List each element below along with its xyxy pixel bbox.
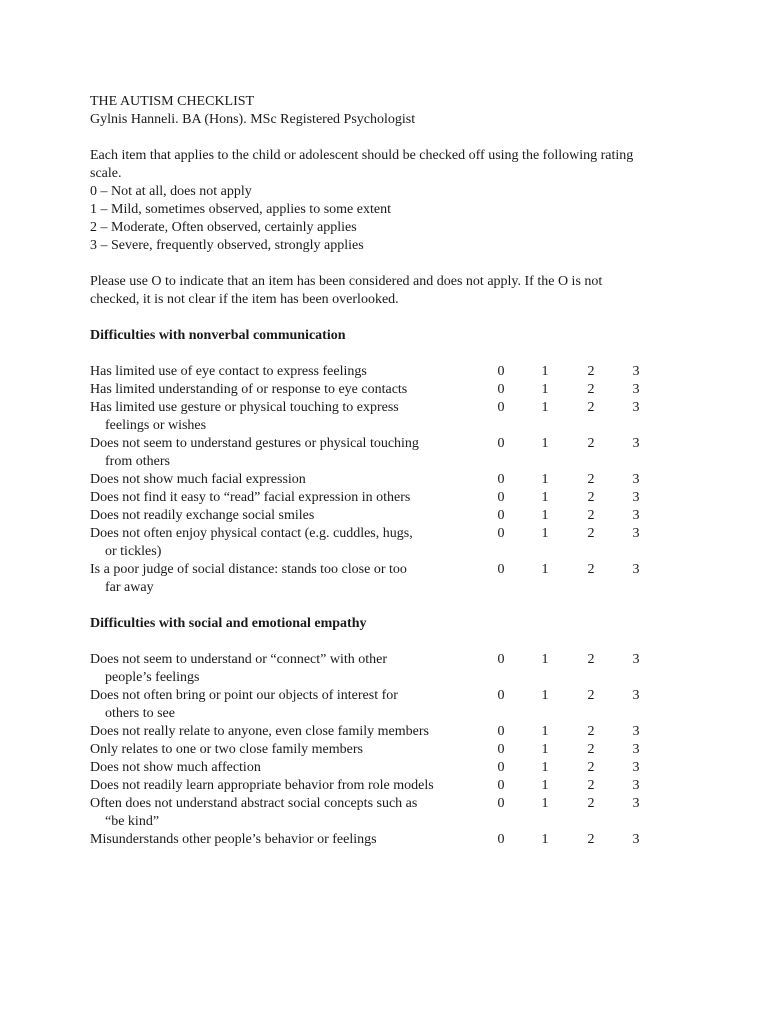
rating-option-3[interactable]: 3 (632, 724, 640, 739)
rating-option-2[interactable]: 2 (587, 472, 595, 487)
rating-option-2[interactable]: 2 (587, 400, 595, 415)
checklist-item (90, 795, 650, 831)
rating-option-0[interactable]: 0 (497, 760, 505, 775)
item-text: Does not readily learn appropriate behavior from role models (90, 778, 434, 793)
rating-option-3[interactable]: 3 (632, 436, 640, 451)
spacer (90, 255, 690, 273)
rating-option-0[interactable]: 0 (497, 796, 505, 811)
note-line-2: checked, it is not clear if the item has been overlooked. (90, 292, 399, 307)
checklist-item (90, 363, 650, 381)
rating-option-0[interactable]: 0 (497, 778, 505, 793)
rating-option-1[interactable]: 1 (541, 796, 549, 811)
item-text: Has limited understanding of or response to eye contacts (90, 382, 408, 397)
scale-option-1: 1 – Mild, sometimes observed, applies to some extent (90, 202, 391, 217)
checklist-item (90, 777, 650, 795)
checklist-item (90, 489, 650, 507)
checklist-item (90, 471, 650, 489)
spacer (90, 633, 690, 651)
intro-line-1: Each item that applies to the child or adolescent should be checked off using the following rating (90, 148, 634, 163)
rating-option-1[interactable]: 1 (541, 508, 549, 523)
rating-option-2[interactable]: 2 (587, 742, 595, 757)
item-text: Does not seem to understand or “connect” with other (90, 652, 388, 667)
item-text: Does not really relate to anyone, even close family members (90, 724, 429, 739)
rating-option-2[interactable]: 2 (587, 526, 595, 541)
item-text-continuation: people’s feelings (105, 670, 200, 685)
rating-option-1[interactable]: 1 (541, 742, 549, 757)
item-text: Only relates to one or two close family members (90, 742, 363, 757)
checklist-item (90, 687, 650, 723)
item-text: Does not show much affection (90, 760, 261, 775)
rating-option-0[interactable]: 0 (497, 472, 505, 487)
rating-option-1[interactable]: 1 (541, 400, 549, 415)
rating-option-3[interactable]: 3 (632, 742, 640, 757)
rating-option-0[interactable]: 0 (497, 490, 505, 505)
rating-option-1[interactable]: 1 (541, 760, 549, 775)
rating-option-3[interactable]: 3 (632, 472, 640, 487)
rating-option-0[interactable]: 0 (497, 724, 505, 739)
item-text: Is a poor judge of social distance: stands too close or too (90, 562, 407, 577)
spacer (90, 345, 690, 363)
rating-option-0[interactable]: 0 (497, 562, 505, 577)
checklist-item (90, 435, 650, 471)
rating-option-3[interactable]: 3 (632, 562, 640, 577)
item-text-continuation: feelings or wishes (105, 418, 207, 433)
rating-option-3[interactable]: 3 (632, 796, 640, 811)
scale-option-3: 3 – Severe, frequently observed, strongly applies (90, 238, 364, 253)
rating-option-1[interactable]: 1 (541, 724, 549, 739)
rating-option-3[interactable]: 3 (632, 652, 640, 667)
rating-option-2[interactable]: 2 (587, 652, 595, 667)
rating-option-0[interactable]: 0 (497, 832, 505, 847)
item-text-continuation: others to see (105, 706, 175, 721)
checklist-item (90, 381, 650, 399)
rating-option-3[interactable]: 3 (632, 688, 640, 703)
rating-option-0[interactable]: 0 (497, 742, 505, 757)
rating-option-0[interactable]: 0 (497, 436, 505, 451)
rating-option-2[interactable]: 2 (587, 724, 595, 739)
rating-option-1[interactable]: 1 (541, 436, 549, 451)
item-text: Misunderstands other people’s behavior or feelings (90, 832, 377, 847)
checklist-sections (90, 327, 690, 849)
checklist-item (90, 525, 650, 561)
rating-option-2[interactable]: 2 (587, 490, 595, 505)
rating-option-2[interactable]: 2 (587, 778, 595, 793)
rating-option-2[interactable]: 2 (587, 364, 595, 379)
rating-option-0[interactable]: 0 (497, 652, 505, 667)
rating-option-0[interactable]: 0 (497, 400, 505, 415)
rating-option-3[interactable]: 3 (632, 364, 640, 379)
item-text: Does not often bring or point our objects of interest for (90, 688, 398, 703)
rating-option-3[interactable]: 3 (632, 382, 640, 397)
item-text-continuation: or tickles) (105, 544, 162, 559)
item-text-continuation: “be kind” (105, 814, 160, 829)
rating-option-1[interactable]: 1 (541, 490, 549, 505)
checklist-item (90, 831, 650, 849)
item-text-continuation: from others (105, 454, 170, 469)
rating-option-3[interactable]: 3 (632, 778, 640, 793)
item-text: Has limited use of eye contact to express feelings (90, 364, 367, 379)
rating-option-1[interactable]: 1 (541, 526, 549, 541)
checklist-item (90, 723, 650, 741)
rating-option-3[interactable]: 3 (632, 526, 640, 541)
rating-option-2[interactable]: 2 (587, 382, 595, 397)
rating-option-1[interactable]: 1 (541, 562, 549, 577)
rating-option-1[interactable]: 1 (541, 472, 549, 487)
item-text: Does not show much facial expression (90, 472, 306, 487)
checklist-item (90, 561, 650, 597)
rating-option-1[interactable]: 1 (541, 688, 549, 703)
rating-option-2[interactable]: 2 (587, 562, 595, 577)
rating-option-0[interactable]: 0 (497, 382, 505, 397)
rating-option-1[interactable]: 1 (541, 382, 549, 397)
checklist-item (90, 507, 650, 525)
spacer (90, 309, 690, 327)
rating-option-2[interactable]: 2 (587, 508, 595, 523)
item-text: Does not readily exchange social smiles (90, 508, 315, 523)
rating-option-2[interactable]: 2 (587, 760, 595, 775)
rating-option-2[interactable]: 2 (587, 832, 595, 847)
section-heading: Difficulties with social and emotional empathy (90, 616, 367, 631)
item-text: Does not find it easy to “read” facial expression in others (90, 490, 411, 505)
author-line: Gylnis Hanneli. BA (Hons). MSc Registered Psychologist (90, 112, 416, 127)
checklist-item (90, 651, 650, 687)
checklist-item (90, 741, 650, 759)
rating-option-3[interactable]: 3 (632, 508, 640, 523)
checklist-item (90, 399, 650, 435)
rating-option-0[interactable]: 0 (497, 364, 505, 379)
section-heading: Difficulties with nonverbal communication (90, 328, 346, 343)
rating-option-1[interactable]: 1 (541, 652, 549, 667)
document-title: THE AUTISM CHECKLIST (90, 94, 255, 109)
rating-option-1[interactable]: 1 (541, 832, 549, 847)
rating-option-2[interactable]: 2 (587, 436, 595, 451)
rating-option-0[interactable]: 0 (497, 688, 505, 703)
checklist-page (90, 93, 690, 849)
item-text: Does not seem to understand gestures or physical touching (90, 436, 419, 451)
rating-option-0[interactable]: 0 (497, 526, 505, 541)
checklist-item (90, 759, 650, 777)
item-text-continuation: far away (105, 580, 154, 595)
item-text: Does not often enjoy physical contact (e.g. cuddles, hugs, (90, 526, 413, 541)
item-text: Often does not understand abstract social concepts such as (90, 796, 418, 811)
spacer (90, 597, 690, 615)
intro-line-2: scale. (90, 166, 122, 181)
rating-option-2[interactable]: 2 (587, 796, 595, 811)
spacer (90, 129, 690, 147)
rating-option-3[interactable]: 3 (632, 832, 640, 847)
item-text: Has limited use gesture or physical touching to express (90, 400, 399, 415)
rating-option-1[interactable]: 1 (541, 364, 549, 379)
scale-option-2: 2 – Moderate, Often observed, certainly applies (90, 220, 357, 235)
rating-option-3[interactable]: 3 (632, 400, 640, 415)
rating-option-2[interactable]: 2 (587, 688, 595, 703)
rating-option-3[interactable]: 3 (632, 490, 640, 505)
note-line-1: Please use O to indicate that an item has been considered and does not apply. If the O is not (90, 274, 603, 289)
scale-option-0: 0 – Not at all, does not apply (90, 184, 252, 199)
rating-option-1[interactable]: 1 (541, 778, 549, 793)
rating-option-0[interactable]: 0 (497, 508, 505, 523)
rating-option-3[interactable]: 3 (632, 760, 640, 775)
